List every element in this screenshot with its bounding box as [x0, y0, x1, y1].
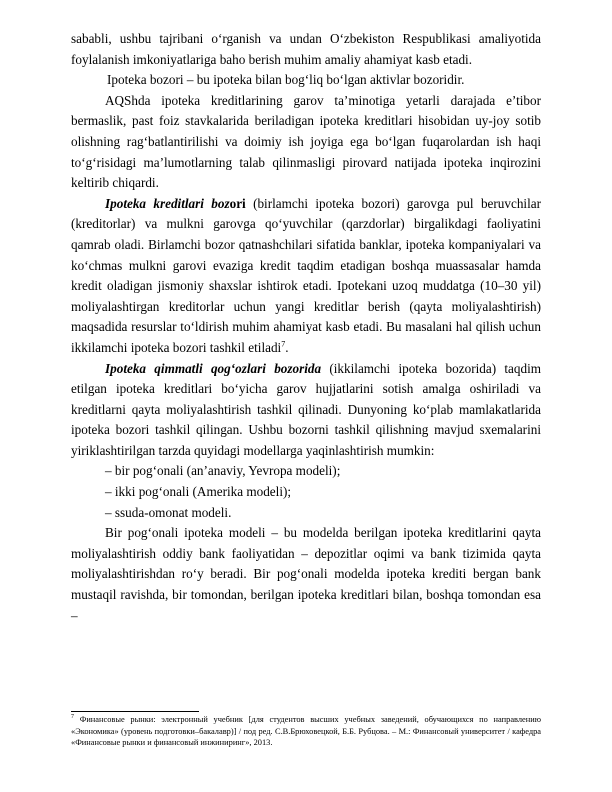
term-secondary-market: Ipoteka qimmatli qog‘ozlari bozorida: [105, 360, 322, 376]
list-item: – ikki pog‘onali (Amerika modeli);: [105, 484, 292, 500]
secondary-market-text: (ikkilamchi ipoteka bozorida) taqdim etilgan ipoteka kreditlari bo‘yicha garov hujjatlarini sotish amalga oshiriladi va kreditlarni qayta moliyalashtirish tashkil qilinadi. Dunyoning ko‘plab mamlakatlarida ipoteka bozori tashkil qilingan. Ushbu bozorni tashkil qilishning mavjud sxemalarini yiriklashtirilgan tarzda quyidagi modellarga yaqinlashtirish mumkin:: [71, 360, 541, 458]
list-item: – ssuda-omonat modeli.: [105, 504, 232, 520]
term-primary-market: Ipoteka kreditlari boz: [105, 195, 230, 211]
document-body: [71, 29, 541, 626]
period: .: [285, 339, 289, 355]
paragraph-one-tier-model: Bir pog‘onali ipoteka modeli – bu modelda berilgan ipoteka kreditlarini qayta moliyalashtirish oddiy bank faoliyatidan – depozitlar oqimi va bank tizimida qayta moliyalashtirishdan ro‘y beradi. Bir pog‘onali modelda ipoteka krediti bergan bank mustaqil ravishda, bir tomondan, berilgan ipoteka kreditlari bilan, boshqa tomondan esa –: [71, 525, 541, 623]
footnote: [71, 714, 541, 749]
term-primary-market-suffix: ori: [229, 195, 246, 211]
paragraph-intro: sababli, ushbu tajribani o‘rganish va undan O‘zbekiston Respublikasi amaliyotida foylalanish imkoniyatlariga baho berish muhim amaliy ahamiyat kasb etadi.: [71, 31, 541, 67]
primary-market-text: (birlamchi ipoteka bozori) garovga pul beruvchilar (kreditorlar) va mulkni garovga qo‘yuvchilar (qarzdorlar) birgalikdagi faoliyatini qamrab oladi. Birlamchi bozor qatnashchilari sifatida banklar, ipoteka kompaniyalari va ko‘chmas mulkni garovi evaziga kredit taqdim etadigan boshqa muassasalar hamda kredit oladigan jismoniy shaxslar ishtirok etadi. Ipotekani uzoq muddatga (10–30 yil) moliyalashtirgan kreditorlar uchun yangi kreditlar berish (qayta moliyalashtirish) maqsadida resurslar to‘ldirish muhim ahamiyat kasb etadi. Bu masalani hal qilish uchun ikkilamchi ipoteka bozori tashkil etiladi: [71, 195, 541, 355]
list-item: – bir pog‘onali (an’anaviy, Yevropa modeli);: [105, 463, 341, 479]
footnote-ref[interactable]: 7: [281, 339, 286, 349]
paragraph-usa-crisis: AQShda ipoteka kreditlarining garov ta’minotiga yetarli darajada e’tibor bermaslik, past foiz stavkalarida beriladigan ipoteka kreditlari hisobidan uy-joy sotib olishning rag‘batlantirilishi va doimiy ish joyiga ega bo‘lgan fuqarolardan ish haqi to‘g‘risidagi ma’lumotlarning talab qilinmasligi pirovard natijada ipoteka inqirozini keltirib chiqardi.: [71, 92, 541, 191]
footnote-number: 7: [71, 714, 74, 721]
footnote-divider: [71, 711, 199, 712]
paragraph-primary-market: [71, 194, 541, 359]
footnote-text: Финансовые рынки: электронный учебник [для студентов высших учебных заведений, обучающихся по направлению «Экономика» (уровень подготовки–бакалавр)] / под ред. С.В.Брюховецкой, Б.Б. Рубцова. – М.: Финансовый университет / кафедра «Финансовые рынки и финансовый инжиниринг», 2013.: [71, 715, 541, 748]
paragraph-secondary-market: [71, 359, 541, 462]
paragraph-definition: Ipoteka bozori – bu ipoteka bilan bog‘liq bo‘lgan aktivlar bozoridir.: [107, 72, 465, 88]
